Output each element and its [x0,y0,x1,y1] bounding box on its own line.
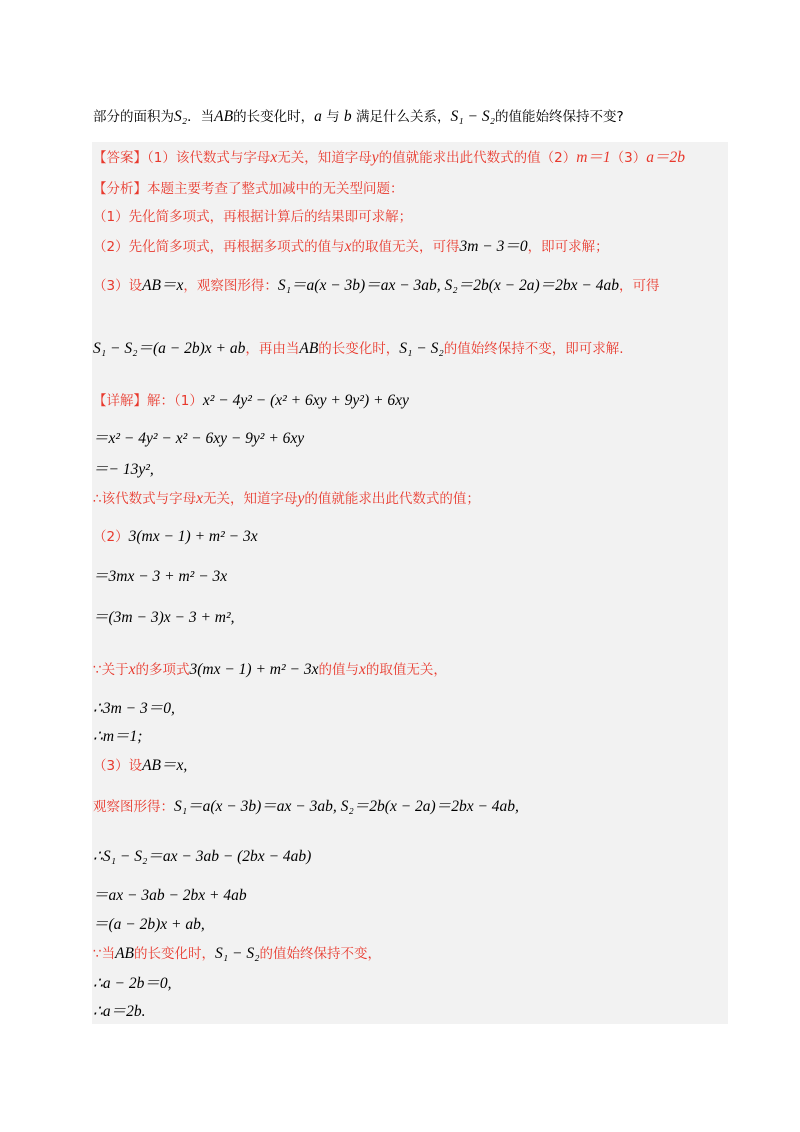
detail-step: ∴a − 2b＝0, [93,975,172,992]
question-text: 的长变化时， [233,109,315,125]
analysis-step-2 [93,238,609,256]
math-s1-minus-s2: S₁ − S₂ [450,108,495,125]
detail-part-3 [93,757,187,775]
answer-text: 无关，知道字母 [277,150,372,166]
math-ab-eq-x: AB＝x [142,277,184,294]
math-ab-eq-x: AB＝x, [142,757,188,774]
math-x: x [358,661,366,678]
detail-label: 【详解】解：（1） [93,393,203,409]
detail-text: ∵当 [93,946,116,962]
analysis-text: 的值始终保持不变，即可求解. [443,341,624,357]
analysis-text: （2）先化简多项式，再根据多项式的值与 [93,239,345,255]
analysis-step-3-cont [93,340,624,358]
analysis-step-1: （1）先化简多项式，再根据计算后的结果即可求解； [93,209,413,225]
math-expression: 3(mx − 1) + m² − 3x [128,528,258,545]
detail-step: ∴3m − 3＝0, [93,700,175,717]
analysis-text: ，即可求解； [527,239,609,255]
math-expression: x² − 4y² − (x² + 6xy + 9y²) + 6xy [202,392,409,409]
question-text: 满足什么关系， [351,109,451,125]
math-s1-minus-s2: S₁ − S₂ [215,945,260,962]
detail-conclusion-1 [93,490,480,508]
math-m-eq-1: m＝1 [576,149,611,166]
analysis-text: ，再由当 [245,341,300,357]
detail-conclusion-2 [93,661,447,679]
question-text: ．当 [187,109,215,125]
detail-label: （2） [93,529,129,545]
math-y: y [297,490,305,507]
math-s1-minus-s2: S₁ − S₂ [399,340,444,357]
math-x: x [270,149,278,166]
question-text: 部分的面积为 [93,109,174,125]
question-line [93,108,624,126]
math-difference: S₁ − S₂＝(a − 2b)x + ab [93,340,246,357]
answer-text: 的值就能求出此代数式的值（2） [378,150,577,166]
detail-step: ＝(3m − 3)x − 3 + m², [93,609,235,626]
math-equation: 3m − 3＝0 [459,238,528,255]
math-ab: AB [214,108,234,125]
detail-text: 无关，知道字母 [202,491,298,507]
math-x: x [344,238,352,255]
math-area-expressions: S₁＝a(x − 3b)＝ax − 3ab, S₂＝2b(x − 2a)＝2bx − 4ab [277,277,619,294]
detail-label: （3）设 [93,758,143,774]
analysis-text: （3）设 [93,278,143,294]
detail-text: 的取值无关， [365,662,447,678]
detail-text: ∵关于 [93,662,129,678]
detail-text: 观察图形得： [93,799,174,815]
analysis-text: 的长变化时， [318,341,400,357]
detail-text: 的长变化时， [134,946,216,962]
detail-text: 的值与 [318,662,359,678]
answer-line [93,149,685,167]
math-ab: AB [115,945,135,962]
answer-text: （3） [610,150,647,166]
math-expression: 3(mx − 1) + m² − 3x [189,661,319,678]
detail-step: ＝(a − 2b)x + ab, [93,916,205,933]
detail-text: 的多项式 [135,662,190,678]
analysis-text: ，可得 [618,278,660,294]
detail-step: ∴S₁ − S₂＝ax − 3ab − (2bx − 4ab) [93,848,312,865]
analysis-step-3 [93,277,659,295]
question-text: 的值能始终保持不变? [494,109,624,125]
answer-label: 【答案】 [93,150,147,166]
detail-text: 的值始终保持不变， [259,946,382,962]
analysis-heading: 【分析】本题主要考查了整式加减中的无关型问题： [93,181,404,197]
math-b: b [343,108,352,125]
math-ab: AB [299,340,319,357]
detail-step: ＝− 13y², [93,461,154,478]
detail-step: ＝3mx − 3 + m² − 3x [93,568,228,585]
question-text: 与 [321,109,344,125]
detail-conclusion-3 [93,945,381,963]
math-s2: S₂ [174,108,188,125]
detail-text: ∴该代数式与字母 [93,491,197,507]
math-x: x [196,490,203,507]
detail-part-1 [93,392,409,410]
detail-step: ＝ax − 3ab − 2bx + 4ab [93,887,247,904]
analysis-text: 的取值无关，可得 [351,239,460,255]
detail-step: ＝x² − 4y² − x² − 6xy − 9y² + 6xy [93,430,305,447]
detail-part-2 [93,528,258,546]
math-y: y [371,149,379,166]
detail-step: ∴a＝2b. [93,1003,146,1020]
math-x: x [128,661,136,678]
math-a: a [314,108,322,125]
detail-step: ∴m＝1; [93,728,143,745]
math-a-eq-2b: a＝2b [646,149,686,166]
answer-text: （1）该代数式与字母 [147,150,271,166]
math-area-expressions: S₁＝a(x − 3b)＝ax − 3ab, S₂＝2b(x − 2a)＝2bx − 4ab, [174,798,519,815]
detail-text: 的值就能求出此代数式的值； [304,491,480,507]
detail-observation [93,798,519,816]
analysis-text: ，观察图形得： [183,278,278,294]
